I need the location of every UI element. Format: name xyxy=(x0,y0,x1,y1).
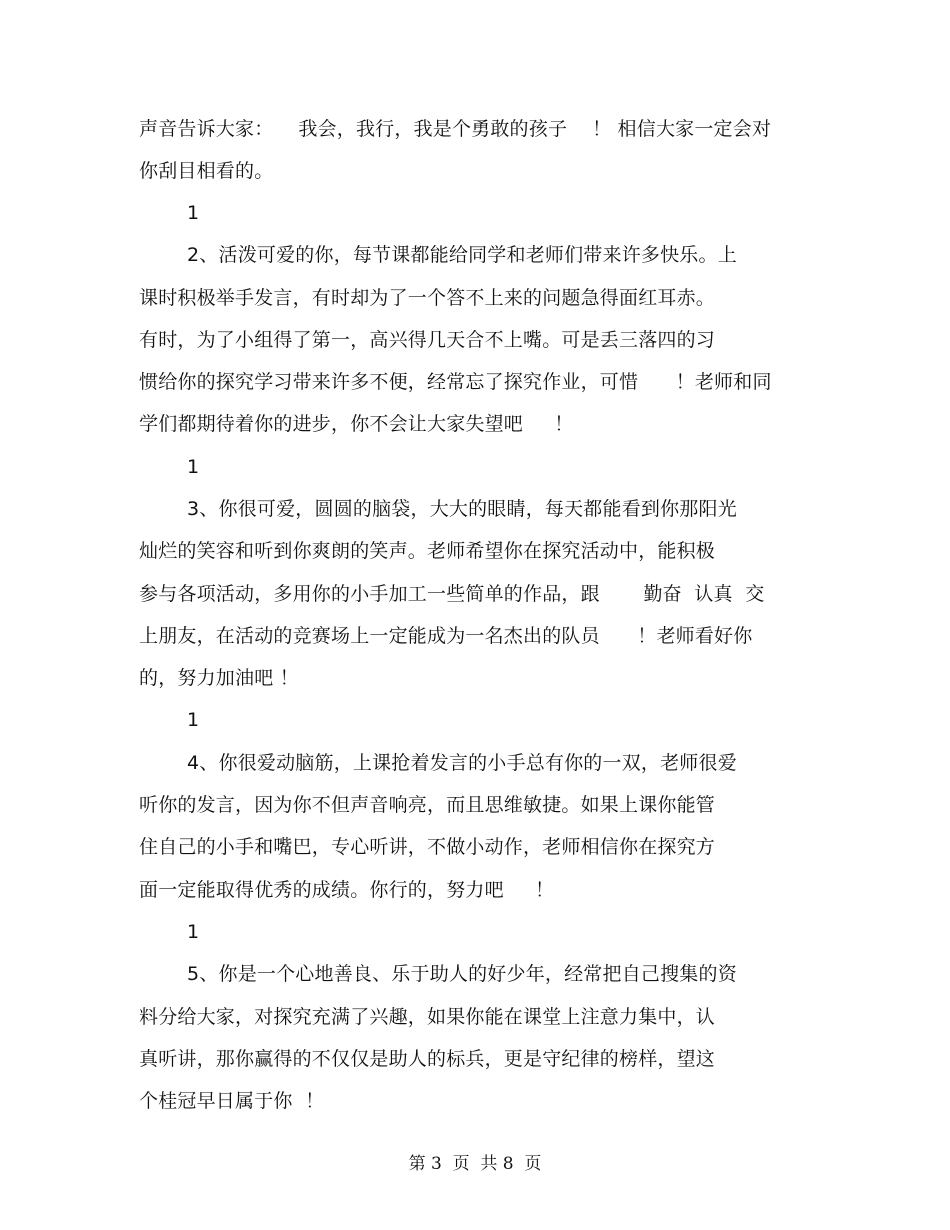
text-line: 1 xyxy=(187,709,200,731)
text-line: 1 xyxy=(187,456,200,478)
text-line: 4、你很爱动脑筋，上课抢着发言的小手总有你的一双，老师很爱 xyxy=(187,752,737,774)
text-line: 参与各项活动，多用你的小手加工一些简单的作品，跟 勤奋 认真 交 xyxy=(139,583,765,605)
text-line: 课时积极举手发言，有时却为了一个答不上来的问题急得面红耳赤。 xyxy=(139,287,716,309)
text-line: 惯给你的探究学习带来许多不便，经常忘了探究作业，可惜 ！老师和同 xyxy=(139,371,772,393)
text-line: 上朋友，在活动的竞赛场上一定能成为一名杰出的队员 ！老师看好你 xyxy=(139,625,753,647)
text-line: 5、你是一个心地善良、乐于助人的好少年，经常把自己搜集的资 xyxy=(187,963,737,985)
text-line: 学们都期待着你的进步，你不会让大家失望吧 ！ xyxy=(139,413,574,435)
text-line: 你刮目相看的。 xyxy=(139,160,274,182)
text-line: 听你的发言，因为你不但声音响亮，而且思维敏捷。如果上课你能管 xyxy=(139,794,716,816)
text-line: 声音告诉大家： 我会，我行，我是个勇敢的孩子 ！ 相信大家一定会对 xyxy=(139,118,772,140)
text-line: 有时，为了小组得了第一，高兴得几天合不上嘴。可是丢三落四的习 xyxy=(139,329,716,351)
text-line: 真听讲，那你赢得的不仅仅是助人的标兵，更是守纪律的榜样，望这 xyxy=(139,1048,716,1070)
text-line: 灿烂的笑容和听到你爽朗的笑声。老师希望你在探究活动中，能积极 xyxy=(139,540,716,562)
text-line: 住自己的小手和嘴巴，专心听讲，不做小动作，老师相信你在探究方 xyxy=(139,836,716,858)
text-line: 1 xyxy=(187,921,200,943)
text-line: 1 xyxy=(187,202,200,224)
text-line: 2、活泼可爱的你，每节课都能给同学和老师们带来许多快乐。上 xyxy=(187,244,737,266)
text-line: 的，努力加油吧 ！ xyxy=(139,667,299,689)
text-line: 个桂冠早日属于你 ！ xyxy=(139,1090,325,1112)
text-line: 料分给大家，对探究充满了兴趣，如果你能在课堂上注意力集中，认 xyxy=(139,1006,716,1028)
page-number-footer: 第 3 页 共 8 页 xyxy=(408,1154,542,1174)
text-line: 面一定能取得优秀的成绩。你行的，努力吧 ！ xyxy=(139,879,555,901)
text-line: 3、你很可爱，圆圆的脑袋，大大的眼睛，每天都能看到你那阳光 xyxy=(187,498,737,520)
